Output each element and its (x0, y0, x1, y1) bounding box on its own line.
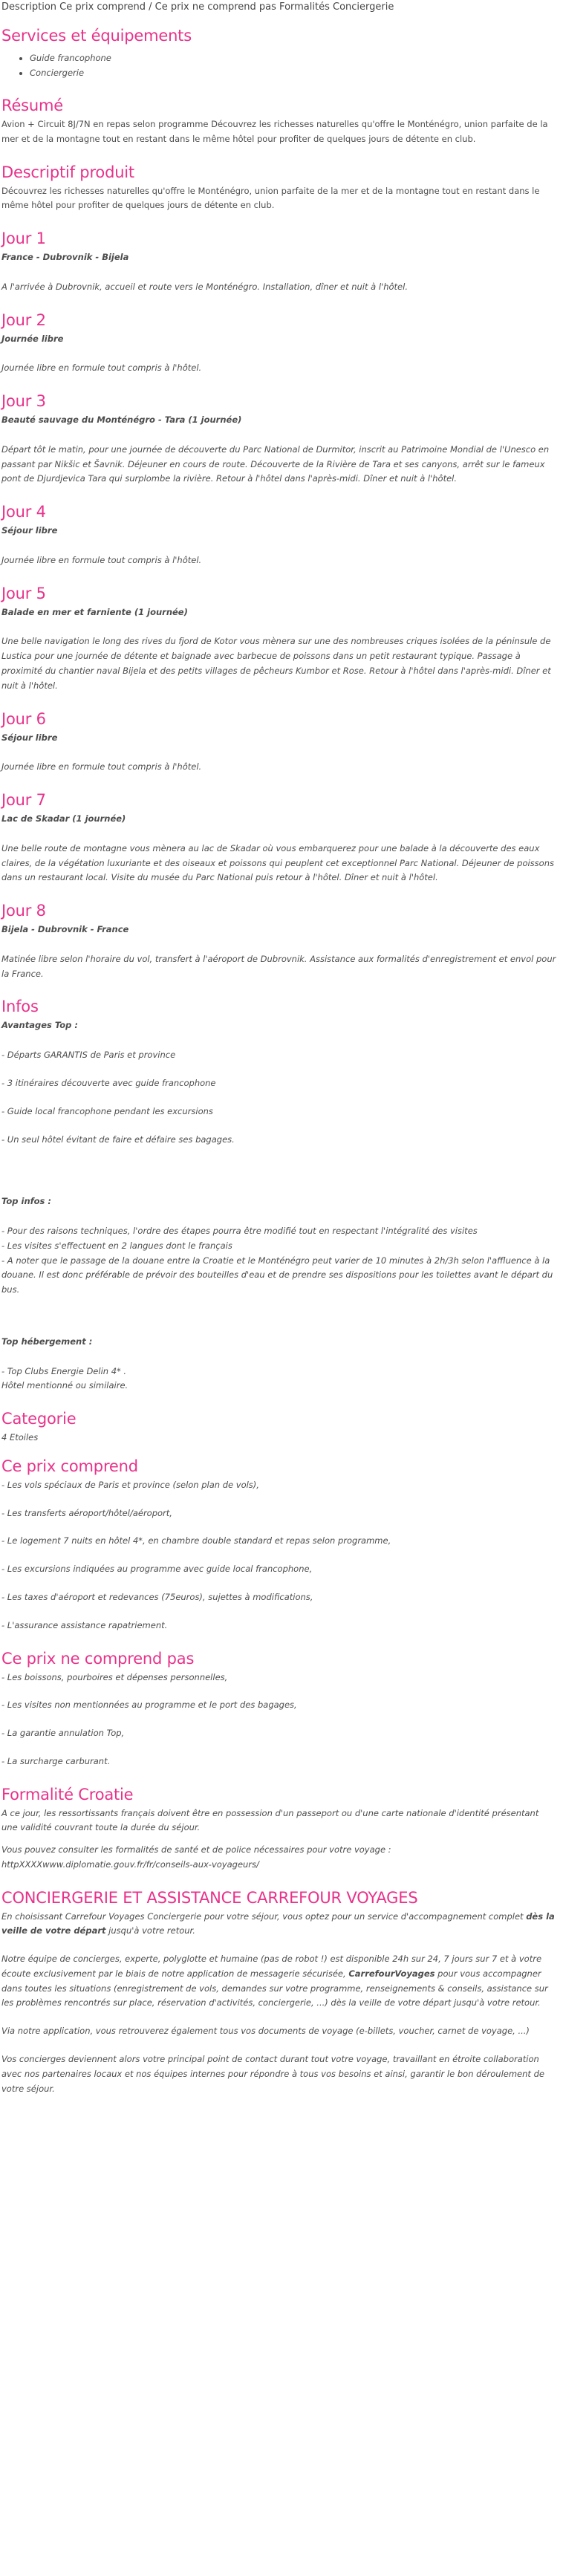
day-title: Jour 3 (1, 392, 46, 411)
conciergerie-app-name: CarrefourVoyages (348, 1968, 435, 1979)
prix-ne-comprend-item: - Les visites non mentionnées au programme et le port des bagages, (1, 1700, 297, 1711)
prix-comprend-heading: Ce prix comprend (1, 1457, 138, 1475)
day-3 (1, 391, 557, 487)
day-subtitle: France - Dubrovnik - Bijela (1, 252, 129, 263)
day-subtitle: Balade en mer et farniente (1 journée) (1, 606, 188, 617)
prix-comprend-item: - Les transferts aéroport/hôtel/aéroport, (1, 1507, 172, 1518)
conciergerie-text: En choisissant Carrefour Voyages Conciergerie pour votre séjour, vous optez pour un service d'accompagnement complet (1, 1910, 527, 1922)
formalite-text: Vous pouvez consulter les formalités de santé et de police nécessaires pour votre voyage : (1, 1844, 391, 1855)
resume-heading: Résumé (1, 97, 63, 114)
day-title: Jour 2 (1, 310, 46, 329)
conciergerie-paragraph: Vos concierges deviennent alors votre principal point de contact durant tout votre voyage, travaillant en étroite collaboration avec nos partenaires locaux et nos équipes internes pour répondre à tous vos besoins et ainsi, garantir le bon déroulement de votre séjour. (1, 2054, 544, 2094)
day-text: Matinée libre selon l'horaire du vol, transfert à l'aéroport de Dubrovnik. Assistance aux formalités d'enregistrement et envol pour la France. (1, 953, 556, 979)
conciergerie-paragraph: Via notre application, vous retrouverez également tous vos documents de voyage (e-billets, voucher, carnet de voyage, ...) (1, 2026, 530, 2037)
categorie-value: 4 Etoiles (1, 1432, 39, 1443)
day-subtitle: Lac de Skadar (1 journée) (1, 813, 126, 824)
infos-section (1, 996, 557, 1393)
day-1 (1, 228, 557, 295)
top-info-item: - Les visites s'effectuent en 2 langues dont le français (1, 1240, 232, 1251)
conciergerie-paragraph (1, 1910, 557, 1939)
day-8 (1, 900, 557, 981)
categorie-section (1, 1408, 557, 1445)
prix-ne-comprend-item: - Les boissons, pourboires et dépenses personnelles, (1, 1671, 228, 1682)
conciergerie-section (1, 1887, 557, 2097)
top-info-item: - Pour des raisons techniques, l'ordre des étapes pourra être modifié tout en respectant l'intégralité des visites (1, 1226, 478, 1237)
resume-text: Avion + Circuit 8J/7N en repas selon programme Découvrez les richesses naturelles qu'offre le Monténégro, union parfaite de la mer et de la montagne tout en restant dans le même hôtel pour profiter de quelques jours de détente en club. (1, 119, 548, 144)
day-text: A l'arrivée à Dubrovnik, accueil et route vers le Monténégro. Installation, dîner et nuit à l'hôtel. (1, 281, 408, 292)
day-7 (1, 790, 557, 885)
day-6 (1, 709, 557, 775)
formalite-text: A ce jour, les ressortissants français doivent être en possession d'un passeport ou d'une carte nationale d'identité présentant une validité couvrant toute la durée du séjour. (1, 1807, 539, 1833)
day-text: Une belle navigation le long des rives du fjord de Kotor vous mènera sur une des nombreuses criques isolées de la péninsule de Lustica pour une journée de détente et baignade avec barbecue de poissons dans un petit restaurant typique. Passage à proximité du chantier naval Bijela et des petits villages de pêcheurs Kumbor et Rose. Retour à l'hôtel dans l'après-midi. Dîner et nuit à l'hôtel. (1, 636, 551, 691)
services-list (1, 51, 557, 80)
day-text: Départ tôt le matin, pour une journée de découverte du Parc National de Durmitor, inscrit au Patrimoine Mondial de l'Unesco en passant par Nikšic et Šavnik. Déjeuner en cours de route. Découverte de la Rivière de Tara et ses canyons, arrêt sur le fameux pont de Djurdjevica Tara qui surplombe la rivière. Retour à l'hôtel dans l'après-midi. Dîner et nuit à l'hôtel. (1, 443, 550, 484)
services-heading: Services et équipements (1, 27, 192, 45)
conciergerie-emphasis: dès la veille de votre départ (1, 1910, 555, 1936)
day-2 (1, 310, 557, 377)
prix-comprend-item: - Les vols spéciaux de Paris et province (selon plan de vols), (1, 1479, 259, 1490)
formalite-heading: Formalité Croatie (1, 1785, 134, 1803)
day-text: Journée libre en formule tout compris à l'hôtel. (1, 761, 202, 773)
prix-ne-comprend-item: - La garantie annulation Top, (1, 1728, 125, 1739)
day-title: Jour 1 (1, 230, 46, 248)
conciergerie-paragraph (1, 1952, 557, 2011)
day-title: Jour 8 (1, 902, 46, 920)
avantage-item: - Départs GARANTIS de Paris et province (1, 1050, 176, 1061)
service-item: • Conciergerie (30, 65, 557, 80)
conciergerie-text: pour vous accompagner dans toutes les situations (enregistrement de vols, demandes sur votre programme, renseignements & conseils, assistance sur les problèmes rencontrés sur place, réservation d'activités, conciergerie, ...) dès la veille de votre départ jusqu'à votre retour. (1, 1968, 548, 2009)
day-subtitle: Beauté sauvage du Monténégro - Tara (1 journée) (1, 414, 242, 426)
conciergerie-text: Notre équipe de concierges, experte, polyglotte et humaine (pas de robot !) est disponible 24h sur 24, 7 jours sur 7 et à votre écoute exclusivement par le biais de notre application de messagerie sécurisée, (1, 1954, 542, 1979)
day-4 (1, 501, 557, 568)
day-title: Jour 6 (1, 709, 46, 728)
descriptif-text: Découvrez les richesses naturelles qu'offre le Monténégro, union parfaite de la mer et de la montagne tout en restant dans le même hôtel pour profiter de quelques jours de détente en club. (1, 185, 540, 211)
formalite-link[interactable]: httpXXXXwww.diplomatie.gouv.fr/fr/conseils-aux-voyageurs/ (1, 1858, 259, 1870)
hebergement-line: Hôtel mentionné ou similaire. (1, 1380, 128, 1391)
day-title: Jour 5 (1, 584, 46, 602)
top-infos-title: Top infos : (1, 1196, 51, 1207)
day-subtitle: Séjour libre (1, 525, 58, 536)
conciergerie-heading: CONCIERGERIE ET ASSISTANCE CARREFOUR VOYAGES (1, 1888, 418, 1907)
day-subtitle: Bijela - Dubrovnik - France (1, 924, 129, 935)
breadcrumb: Description Ce prix comprend / Ce prix ne comprend pas Formalités Conciergerie (1, 1, 394, 13)
conciergerie-text: jusqu'à votre retour. (105, 1925, 195, 1936)
prix-comprend-section (1, 1456, 557, 1633)
prix-ne-comprend-section (1, 1648, 557, 1769)
descriptif-heading: Descriptif produit (1, 163, 134, 181)
prix-comprend-item: - Les excursions indiquées au programme avec guide local francophone, (1, 1564, 313, 1575)
infos-heading: Infos (1, 998, 39, 1016)
prix-comprend-item: - L'assurance assistance rapatriement. (1, 1619, 168, 1630)
categorie-heading: Categorie (1, 1410, 77, 1428)
day-text: Une belle route de montagne vous mènera au lac de Skadar où vous embarquerez pour une balade à la découverte des eaux claires, de la végétation luxuriante et des oiseaux et poissons qui peuplent cet exceptionnel Parc National. Déjeuner de poissons dans un restaurant local. Visite du musée du Parc National puis retour à l'hôtel. Dîner et nuit à l'hôtel. (1, 842, 554, 883)
hebergement-line: - Top Clubs Energie Delin 4* . (1, 1365, 127, 1376)
avantages-title: Avantages Top : (1, 1020, 78, 1031)
day-subtitle: Séjour libre (1, 732, 58, 743)
day-5 (1, 583, 557, 694)
prix-ne-comprend-heading: Ce prix ne comprend pas (1, 1649, 195, 1668)
prix-comprend-item: - Le logement 7 nuits en hôtel 4*, en chambre double standard et repas selon programme, (1, 1535, 391, 1546)
day-text: Journée libre en formule tout compris à l'hôtel. (1, 362, 202, 374)
avantage-item: - 3 itinéraires découverte avec guide francophone (1, 1077, 216, 1088)
top-info-item: - A noter que le passage de la douane entre la Croatie et le Monténégro peut varier de 10 minutes à 2h/3h selon l'affluence à la douane. Il est donc préférable de prévoir des bouteilles d'eau et de prendre ses dispositions pour les toilettes avant le départ du bus. (1, 1255, 553, 1295)
prix-ne-comprend-item: - La surcharge carburant. (1, 1755, 111, 1766)
prix-comprend-item: - Les taxes d'aéroport et redevances (75euros), sujettes à modifications, (1, 1591, 313, 1602)
avantage-item: - Un seul hôtel évitant de faire et défaire ses bagages. (1, 1133, 235, 1145)
formalite-section (1, 1784, 557, 1873)
day-subtitle: Journée libre (1, 333, 64, 344)
day-text: Journée libre en formule tout compris à l'hôtel. (1, 554, 202, 565)
hebergement-title: Top hébergement : (1, 1336, 93, 1347)
day-title: Jour 7 (1, 791, 46, 810)
day-title: Jour 4 (1, 503, 46, 521)
avantage-item: - Guide local francophone pendant les excursions (1, 1105, 213, 1116)
service-item: • Guide francophone (30, 51, 557, 65)
